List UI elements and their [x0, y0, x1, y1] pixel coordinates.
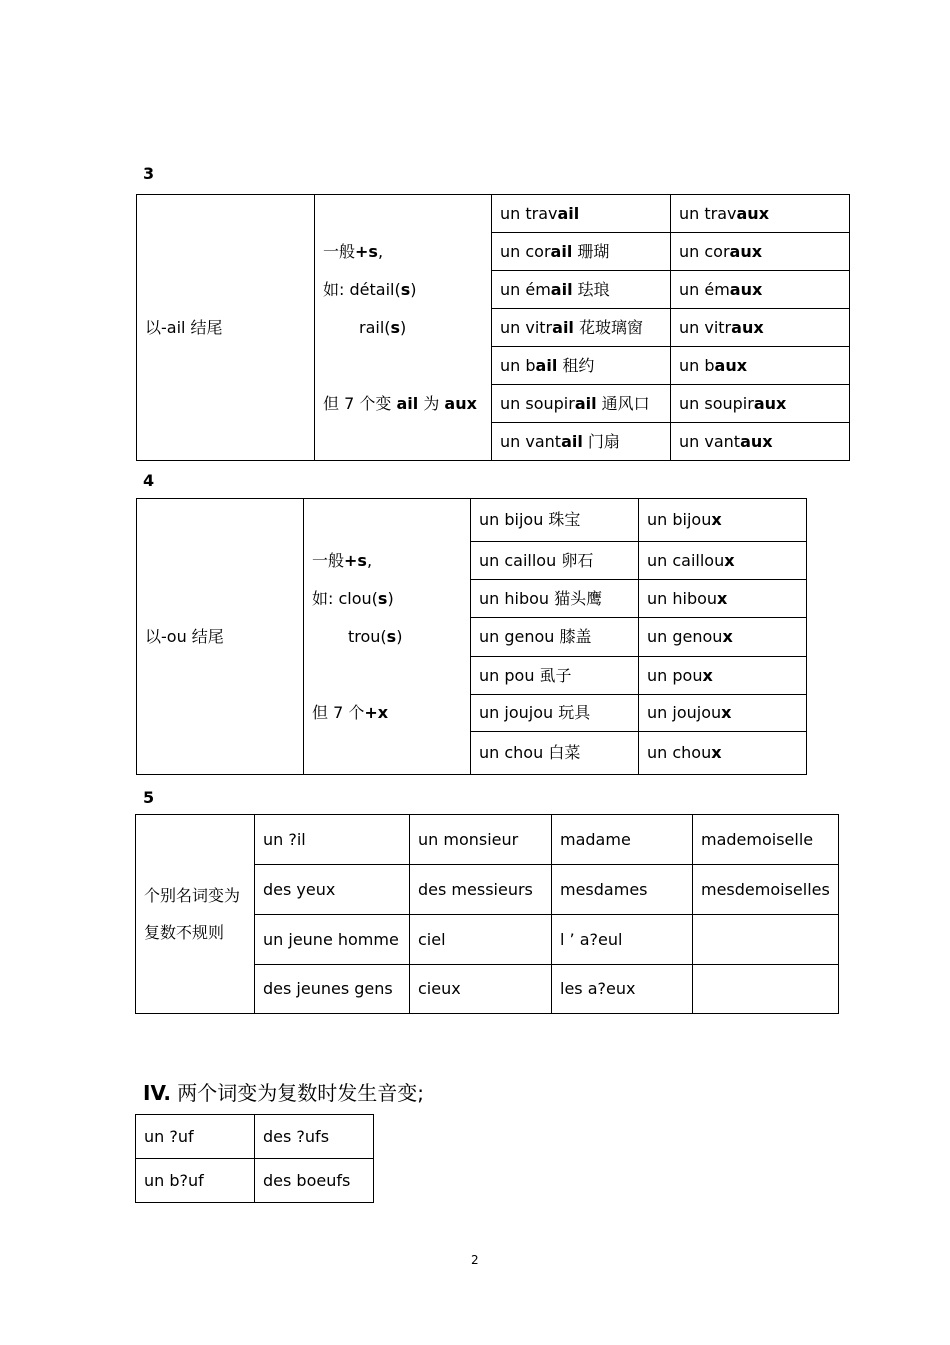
word-cell	[693, 915, 839, 965]
singular-cell: un bail 租约	[492, 347, 671, 385]
rule-example-2: rail(s)	[359, 317, 407, 337]
singular-cell: un genou 膝盖	[471, 618, 639, 657]
word-cell: un ?il	[255, 815, 410, 865]
word-cell: mesdames	[552, 865, 693, 915]
plural-cell: un baux	[671, 347, 850, 385]
plural-cell: un cailloux	[639, 542, 807, 580]
word-cell: un jeune homme	[255, 915, 410, 965]
rule-exception: 但 7 个变 ail 为 aux	[323, 393, 477, 413]
singular-cell: un hibou 猫头鹰	[471, 580, 639, 618]
category-label: 个别名词变为复数不规则	[144, 886, 241, 942]
category-cell	[137, 195, 315, 461]
plural-cell: un coraux	[671, 233, 850, 271]
plural-cell: un hiboux	[639, 580, 807, 618]
plural-cell: un vantaux	[671, 423, 850, 461]
plural-cell: un genoux	[639, 618, 807, 657]
word-cell: cieux	[410, 965, 552, 1014]
word-cell: des ?ufs	[255, 1115, 374, 1159]
word-cell: ciel	[410, 915, 552, 965]
word-cell: mesdemoiselles	[693, 865, 839, 915]
singular-cell: un pou 虱子	[471, 657, 639, 695]
singular-cell: un soupirail 通风口	[492, 385, 671, 423]
rule-cell	[315, 195, 492, 461]
word-cell: des yeux	[255, 865, 410, 915]
category-label: 以-ail 结尾	[145, 317, 223, 337]
section-iv-roman: IV.	[143, 1081, 171, 1105]
rule-spacer	[312, 656, 462, 694]
singular-cell: un vitrail 花玻璃窗	[492, 309, 671, 347]
singular-cell: un émail 珐琅	[492, 271, 671, 309]
word-cell	[693, 965, 839, 1014]
word-cell: l ’ a?eul	[552, 915, 693, 965]
rule-general: 一般+s,	[312, 550, 373, 570]
section-iv-table	[135, 1114, 374, 1203]
rule-example-1: 如: clou(s)	[312, 588, 394, 608]
word-cell: un ?uf	[136, 1115, 255, 1159]
word-cell: des jeunes gens	[255, 965, 410, 1014]
singular-cell: un chou 白菜	[471, 732, 639, 775]
plural-cell: un poux	[639, 657, 807, 695]
plural-cell: un choux	[639, 732, 807, 775]
singular-cell: un joujou 玩具	[471, 695, 639, 732]
rule-example-1: 如: détail(s)	[323, 279, 417, 299]
category-label: 以-ou 结尾	[145, 626, 224, 646]
section-3-table	[136, 194, 850, 461]
singular-cell: un vantail 门扇	[492, 423, 671, 461]
plural-cell: un travaux	[671, 195, 850, 233]
word-cell: des messieurs	[410, 865, 552, 915]
singular-cell: un corail 珊瑚	[492, 233, 671, 271]
rule-example-2: trou(s)	[348, 626, 403, 646]
section-iv-title: 两个词变为复数时发生音变;	[170, 1081, 425, 1105]
section-4-table	[136, 498, 807, 775]
plural-cell: un bijoux	[639, 499, 807, 542]
plural-cell: un émaux	[671, 271, 850, 309]
word-cell: un b?uf	[136, 1159, 255, 1203]
section-3-number: 3	[143, 164, 155, 183]
singular-cell: un bijou 珠宝	[471, 499, 639, 542]
category-cell	[136, 815, 255, 1014]
plural-cell: un soupiraux	[671, 385, 850, 423]
word-cell: les a?eux	[552, 965, 693, 1014]
word-cell: mademoiselle	[693, 815, 839, 865]
section-iv-heading	[143, 1077, 424, 1106]
rule-cell	[304, 499, 471, 775]
singular-cell: un travail	[492, 195, 671, 233]
category-cell	[137, 499, 304, 775]
section-5-table	[135, 814, 839, 1014]
section-4-number: 4	[143, 471, 155, 490]
rule-spacer	[323, 347, 483, 385]
word-cell: des boeufs	[255, 1159, 374, 1203]
section-5-number: 5	[143, 788, 155, 807]
word-cell: un monsieur	[410, 815, 552, 865]
word-cell: madame	[552, 815, 693, 865]
plural-cell: un vitraux	[671, 309, 850, 347]
rule-exception: 但 7 个+x	[312, 702, 389, 722]
plural-cell: un joujoux	[639, 695, 807, 732]
singular-cell: un caillou 卵石	[471, 542, 639, 580]
page-number: 2	[471, 1253, 479, 1267]
rule-general: 一般+s,	[323, 241, 384, 261]
